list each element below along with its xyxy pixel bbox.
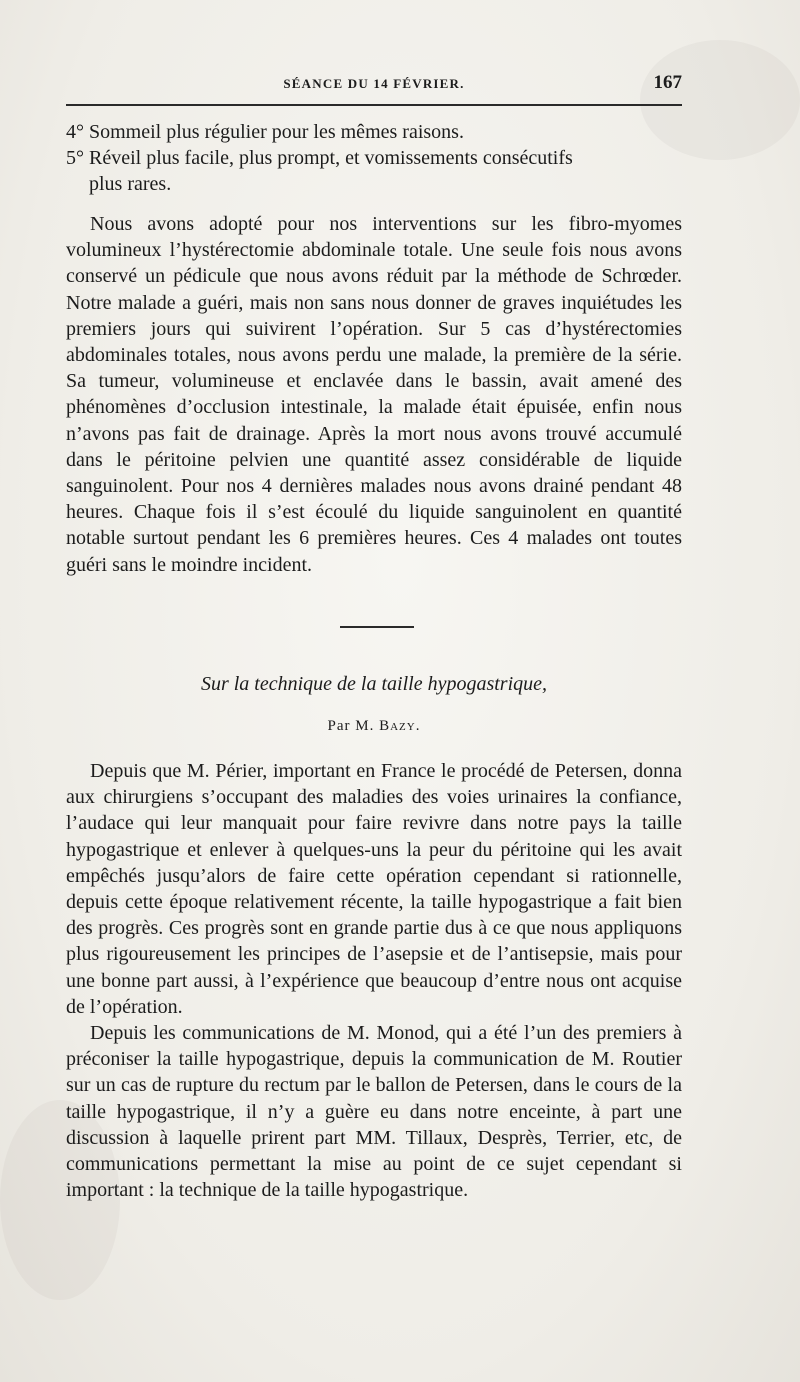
byline-prefix: Par M.	[327, 718, 380, 734]
article-body	[66, 758, 682, 1203]
list-item-continuation	[66, 171, 682, 197]
byline	[66, 718, 682, 735]
section-divider	[340, 626, 414, 628]
paragraph: Depuis les communications de M. Monod, qui a été l’un des premiers à préconiser la taille hypogastrique, depuis la communication de M. Routier sur un cas de rupture du rectum par le ballon de Petersen, dans le cours de la taille hypogastrique, il n’y a guère eu dans notre enceinte, à part une discussion à laquelle prirent part MM. Tillaux, Desprès, Terrier, etc, de communications permettant la mise au point de ce sujet cependant si important : la technique de la taille hypogastrique.	[66, 1022, 682, 1202]
list-line: plus rares.	[89, 173, 172, 196]
header-rule	[66, 104, 682, 106]
list-item	[66, 119, 682, 145]
list-line: 5° Réveil plus facile, plus prompt, et vomissements consécutifs	[66, 147, 573, 170]
article-title: Sur la technique de la taille hypogastrique,	[200, 673, 548, 695]
list-line: 4° Sommeil plus régulier pour les mêmes raisons.	[66, 121, 464, 143]
paragraph: Depuis que M. Périer, important en France le procédé de Petersen, donna aux chirurgiens s’occupant des maladies des voies urinaires la confiance, l’audace qui leur manquait pour faire revivre dans notre pays la taille hypogastrique et enlever à quelques-uns la peur du péritoine qui les avait empêchés jusqu’alors de faire cette opération cependant si rationnelle, depuis cette époque relativement récente, la taille hypogastrique a fait bien des progrès. Ces progrès sont en grande partie dus à ce que nous appliquons plus rigoureusement les principes de l’asepsie et de l’antisepsie, mais pour une bonne part aussi, à l’expérience que beaucoup d’entre nous ont acquise de l’opération.	[66, 760, 682, 1018]
running-head	[66, 72, 682, 102]
running-title: SÉANCE DU 14 FÉVRIER.	[283, 76, 465, 91]
numbered-list	[66, 119, 682, 198]
list-item	[66, 145, 682, 171]
paragraph: Nous avons adopté pour nos interventions sur les fibro-myomes volumineux l’hystérectomie abdominale totale. Une seule fois nous avons conservé un pédicule que nous avons réduit par la méthode de Schrœder. Notre malade a guéri, mais non sans nous donner de graves inquiétudes les premiers jours qui suivirent l’opération. Sur 5 cas d’hystérectomies abdominales totales, nous avons perdu une malade, la première de la série. Sa tumeur, volumineuse et enclavée dans le bassin, avait amené des phénomènes d’occlusion intestinale, la malade était épuisée, enfin nous n’avons pas fait de drainage. Après la mort nous avons trouvé accumulé dans le péritoine pelvien une quantité assez considérable de liquide sanguinolent. Pour nos 4 dernières malades nous avons drainé pendant 48 heures. Chaque fois il s’est écoulé du liquide sanguinolent en quantité notable surtout pendant les 6 premières heures. Ces 4 malades ont toutes guéri sans le moindre incident.	[66, 213, 682, 576]
intro-paragraph-block	[66, 211, 682, 578]
byline-author: Bazy.	[379, 718, 421, 734]
page-number: 167	[653, 72, 682, 93]
